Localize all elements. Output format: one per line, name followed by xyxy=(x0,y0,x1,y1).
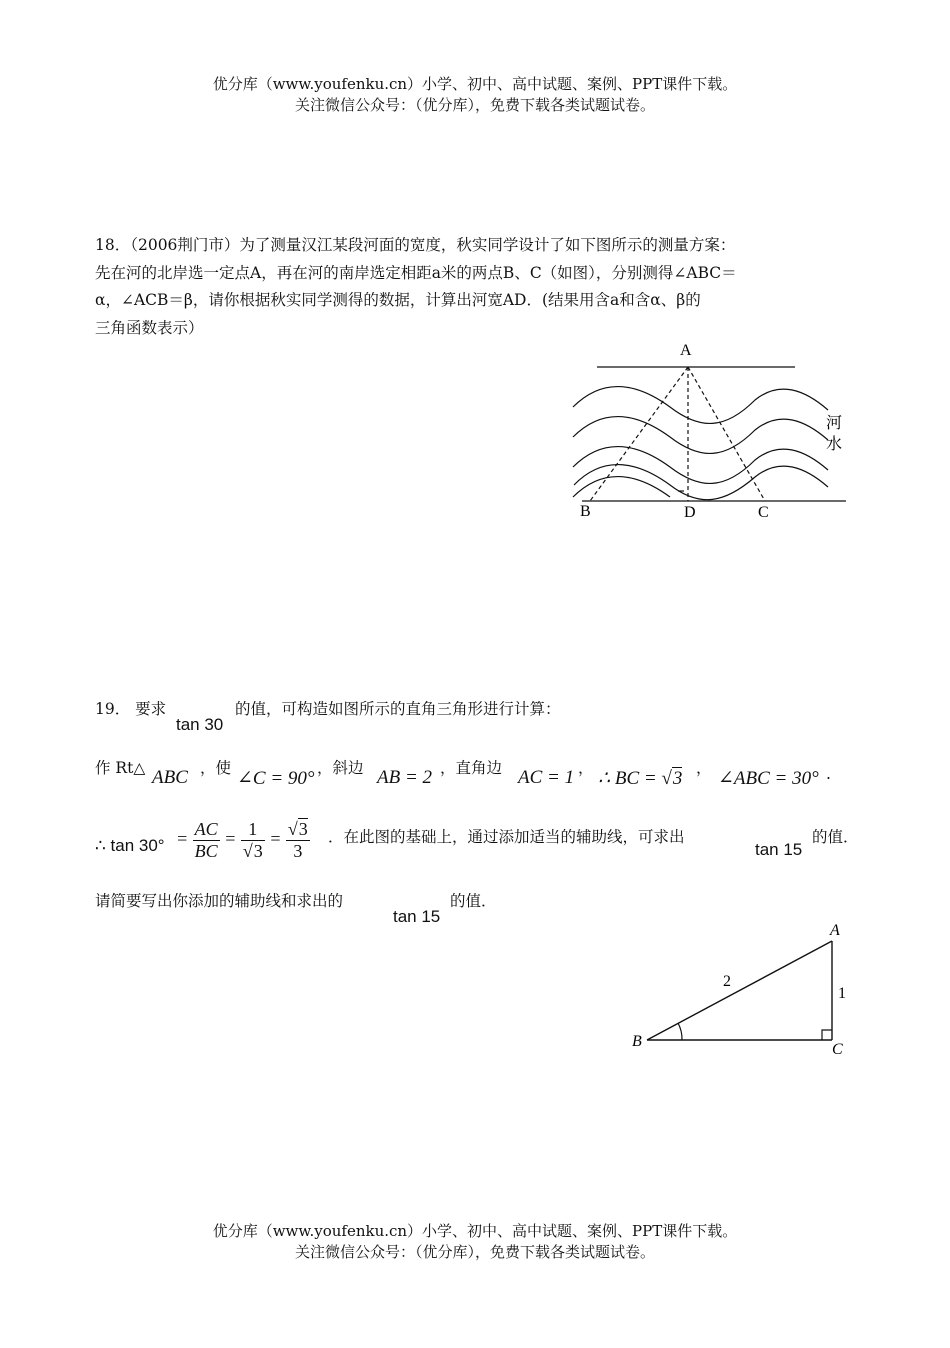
q19-line-2-math-ac: AC = 1 xyxy=(518,767,575,788)
q18-line-3: α，∠ACB＝β，请你根据秋实同学测得的数据，计算出河宽AD．(结果用含a和含α、β的 xyxy=(95,291,701,309)
right-angle-mark xyxy=(822,1030,832,1040)
river-char-2: 水 xyxy=(826,436,843,453)
q19-line-2-math-abc: ABC xyxy=(152,767,188,788)
q18-line-2: 先在河的北岸选一定点A，再在河的南岸选定相距a米的两点B、C（如图），分别测得∠ABC＝ xyxy=(95,264,737,282)
q19-line-2-period: . xyxy=(826,765,831,783)
label-a: A xyxy=(680,342,692,359)
triangle-label-a: A xyxy=(830,922,840,939)
sqrt-3: 3 xyxy=(672,768,683,789)
triangle-label-b: B xyxy=(632,1033,642,1050)
header-line-2: 关注微信公众号：（优分库），免费下载各类试题试卷。 xyxy=(294,96,655,114)
q19-line-1-math: tan 30 xyxy=(176,715,224,734)
q19-line-2-text-1: 作 Rt△ xyxy=(95,759,146,777)
q19-line-2-text-5: ， xyxy=(578,759,594,777)
header-line-1: 优分库（www.youfenku.cn）小学、初中、高中试题、案例、PPT课件下载。 xyxy=(212,75,738,93)
q19-line-4-math: tan 15 xyxy=(393,907,441,926)
q19-line-2-text-2: ，使 xyxy=(200,759,232,777)
q19-line-2-text-3: ，斜边 xyxy=(317,759,364,777)
label-b: B xyxy=(580,503,591,520)
label-d: D xyxy=(684,504,696,521)
q19-line-1-suffix: 的值，可构造如图所示的直角三角形进行计算： xyxy=(235,700,561,718)
river-figure xyxy=(560,335,860,525)
q19-line-4-tail: 的值． xyxy=(450,892,497,910)
angle-b-arc xyxy=(678,1023,682,1040)
q19-line-2-math-angle-abc: ∠ABC = 30° xyxy=(718,768,819,789)
q18-line-4: 三角函数表示） xyxy=(95,319,204,337)
side-ab xyxy=(647,941,832,1040)
q19-line-1-prefix: 19． 要求 xyxy=(95,700,167,718)
q19-line-2-text-4: ，直角边 xyxy=(440,759,503,777)
q19-line-2-math-angle-c: ∠C = 90° xyxy=(237,768,315,789)
q19-line-2-math-bc: ∴ BC = √3 xyxy=(598,768,683,789)
q19-line-3-tail: 的值． xyxy=(812,828,859,846)
fraction-1-sqrt3: $\frac{1}{√3}$ xyxy=(242,819,263,861)
footer-line-1: 优分库（www.youfenku.cn）小学、初中、高中试题、案例、PPT课件下载。 xyxy=(212,1222,738,1240)
footer-line-2: 关注微信公众号：（优分库），免费下载各类试题试卷。 xyxy=(294,1243,655,1261)
label-c: C xyxy=(758,504,769,521)
q19-line-4-text: 请简要写出你添加的辅助线和求出的 xyxy=(95,892,344,910)
right-triangle-figure xyxy=(620,915,860,1065)
fraction-sqrt3-3: $\frac{√3}{3}$ xyxy=(287,819,308,861)
fraction-ac-bc: $\frac{AC}{BC}$ xyxy=(194,819,218,861)
q19-line-2-text-6: ， xyxy=(696,759,712,777)
river-char-1: 河 xyxy=(826,415,843,432)
q19-line-3-fractions: = $\frac{AC}{BC}$ = $\frac{1}{√3}$ = $\frac{√3}{3}$ xyxy=(176,819,308,861)
side-ac-length: 1 xyxy=(838,985,846,1002)
q19-line-3-text: ．在此图的基础上，通过添加适当的辅助线，可求出 xyxy=(328,828,685,846)
q18-line-1: 18．（2006荆门市）为了测量汉江某段河面的宽度，秋实同学设计了如下图所示的测量方案： xyxy=(95,236,736,254)
q19-line-3-math: tan 15 xyxy=(755,840,803,859)
q19-line-2-math-ab: AB = 2 xyxy=(377,767,433,788)
q19-line-3-lhs: ∴ tan 30° xyxy=(95,836,165,855)
side-ab-length: 2 xyxy=(723,973,731,990)
triangle-label-c: C xyxy=(832,1041,843,1058)
river-waves xyxy=(573,387,828,500)
